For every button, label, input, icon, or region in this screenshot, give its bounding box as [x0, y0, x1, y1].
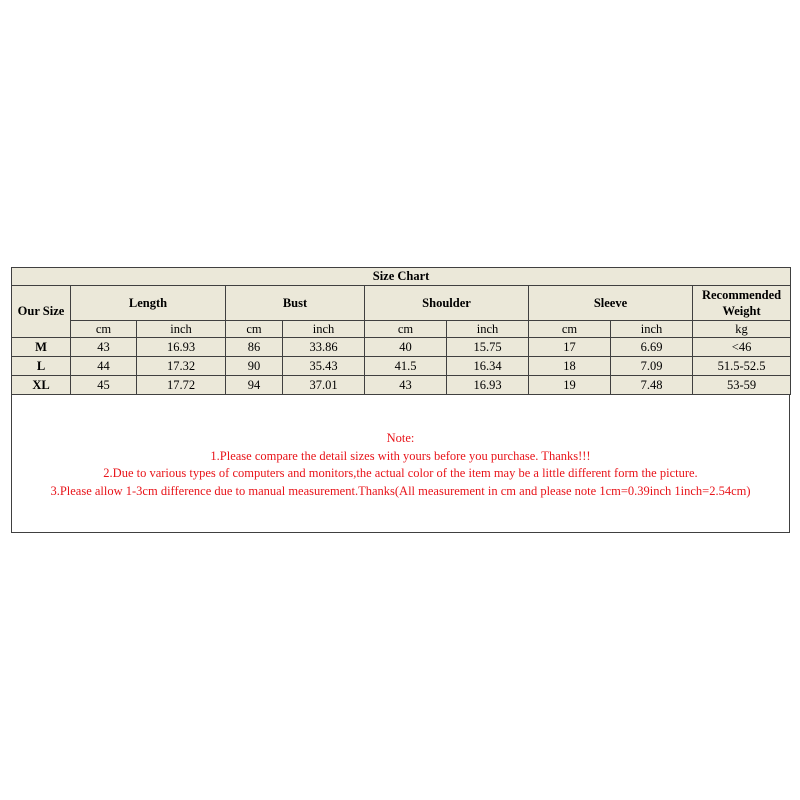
size-label: M: [12, 338, 71, 357]
unit-shoulder-cm: cm: [365, 321, 447, 338]
header-bust: Bust: [226, 286, 365, 321]
size-chart: [11, 267, 790, 395]
table-title: Size Chart: [12, 268, 791, 286]
cell-sleeve-inch: 7.09: [611, 357, 693, 376]
cell-bust-inch: 33.86: [283, 338, 365, 357]
unit-length-inch: inch: [137, 321, 226, 338]
size-label: XL: [12, 376, 71, 395]
note-line-2: 2.Due to various types of computers and monitors,the actual color of the item may be a little different form the picture.: [103, 466, 698, 480]
cell-weight: 51.5-52.5: [693, 357, 791, 376]
cell-length-inch: 16.93: [137, 338, 226, 357]
cell-shoulder-inch: 16.34: [447, 357, 529, 376]
header-length: Length: [71, 286, 226, 321]
cell-shoulder-cm: 41.5: [365, 357, 447, 376]
unit-shoulder-inch: inch: [447, 321, 529, 338]
note-line-3: 3.Please allow 1-3cm difference due to manual measurement.Thanks(All measurement in cm and please note 1cm=0.39inch 1inch=2.54cm): [50, 483, 751, 498]
cell-bust-inch: 37.01: [283, 376, 365, 395]
cell-shoulder-cm: 43: [365, 376, 447, 395]
cell-length-cm: 44: [71, 357, 137, 376]
cell-sleeve-inch: 7.48: [611, 376, 693, 395]
unit-sleeve-cm: cm: [529, 321, 611, 338]
cell-bust-cm: 86: [226, 338, 283, 357]
unit-bust-inch: inch: [283, 321, 365, 338]
cell-sleeve-inch: 6.69: [611, 338, 693, 357]
note-heading: Note:: [386, 431, 415, 445]
size-label: L: [12, 357, 71, 376]
table-row: [12, 357, 791, 376]
cell-length-cm: 43: [71, 338, 137, 357]
cell-weight: <46: [693, 338, 791, 357]
cell-bust-inch: 35.43: [283, 357, 365, 376]
cell-shoulder-inch: 16.93: [447, 376, 529, 395]
size-chart-table: [11, 267, 791, 395]
cell-length-inch: 17.32: [137, 357, 226, 376]
unit-weight-kg: kg: [693, 321, 791, 338]
unit-bust-cm: cm: [226, 321, 283, 338]
header-our-size: Our Size: [12, 286, 71, 338]
unit-sleeve-inch: inch: [611, 321, 693, 338]
cell-shoulder-cm: 40: [365, 338, 447, 357]
header-shoulder: Shoulder: [365, 286, 529, 321]
table-row: [12, 376, 791, 395]
notes-box: [11, 395, 790, 533]
cell-sleeve-cm: 17: [529, 338, 611, 357]
cell-sleeve-cm: 18: [529, 357, 611, 376]
table-row: [12, 338, 791, 357]
cell-length-cm: 45: [71, 376, 137, 395]
note-line-1: 1.Please compare the detail sizes with yours before you purchase. Thanks!!!: [210, 448, 591, 463]
cell-shoulder-inch: 15.75: [447, 338, 529, 357]
cell-bust-cm: 90: [226, 357, 283, 376]
header-sleeve: Sleeve: [529, 286, 693, 321]
cell-sleeve-cm: 19: [529, 376, 611, 395]
cell-weight: 53-59: [693, 376, 791, 395]
unit-length-cm: cm: [71, 321, 137, 338]
cell-length-inch: 17.72: [137, 376, 226, 395]
cell-bust-cm: 94: [226, 376, 283, 395]
header-recommended-weight: Recommended Weight: [693, 286, 791, 321]
